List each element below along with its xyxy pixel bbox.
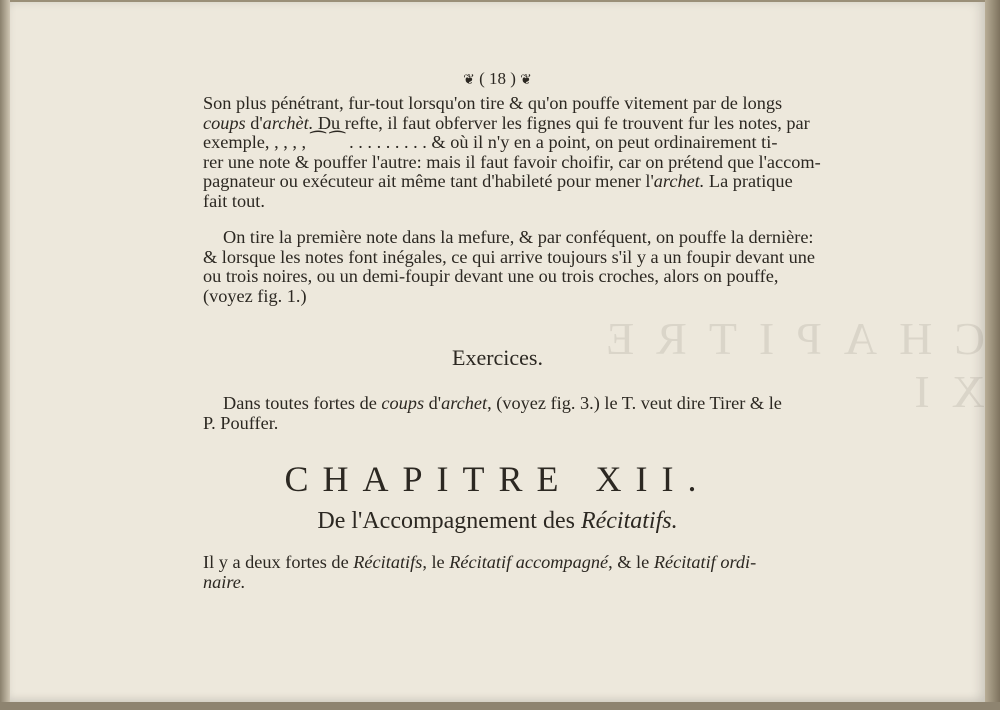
- paragraph-2: [203, 228, 953, 306]
- text-fragment: d': [424, 393, 442, 413]
- subtitle-text: De l'Accompagnement des: [317, 508, 581, 534]
- italic-word: archet.: [653, 171, 705, 192]
- text-fragment: Du refte, il faut obferver les fignes qui fe trouvent fur les notes, par: [313, 112, 810, 133]
- chapter-subtitle: [10, 508, 985, 535]
- text-fragment: , (voyez fig. 3.) le T. veut dire Tirer & le: [487, 393, 782, 413]
- show-through-text: CHAPITRE XI: [584, 313, 985, 417]
- page-number: ( 18 ): [479, 69, 516, 88]
- text-fragment: La pratique: [704, 171, 793, 192]
- text-line: rer une note & pouffer l'autre: mais il faut favoir choifir, car on prétend que l'accom-: [203, 151, 821, 172]
- text-line: [203, 394, 953, 414]
- text-line: Son plus pénétrant, fur-tout lorsqu'on tire & qu'on pouffe vitement par de longs: [203, 93, 783, 113]
- text-fragment: Il y a deux fortes de: [203, 552, 354, 572]
- subtitle-italic: Récitatifs.: [580, 508, 678, 534]
- text-line: [203, 172, 953, 192]
- paragraph-1: [203, 94, 953, 212]
- text-fragment: pagnateur ou exécuteur ait même tant d'habileté pour mener l': [203, 171, 654, 192]
- text-line: [203, 573, 953, 593]
- text-line: On tire la première note dans la mefure, & par conféquent, on pouffe la dernière:: [223, 227, 814, 247]
- ornament-left-icon: ❦: [463, 73, 475, 88]
- text-fragment: , le: [422, 552, 450, 572]
- italic-word: Récitatif ordi-: [653, 552, 757, 572]
- text-line: [203, 553, 953, 573]
- section-heading-exercices: Exercices.: [452, 345, 543, 370]
- italic-word: coups: [381, 393, 425, 413]
- paper-page: [10, 2, 985, 702]
- text-line: (voyez fig. 1.): [203, 285, 307, 306]
- italic-word: archèt.: [262, 112, 314, 133]
- italic-word: archet: [441, 393, 488, 413]
- page-header: [10, 69, 985, 89]
- italic-word: naire.: [203, 571, 246, 592]
- page-edge: [985, 0, 1000, 710]
- italic-word: Récitatif accompagné: [449, 552, 609, 572]
- page-gutter: [0, 0, 10, 710]
- page-bottom-edge: [0, 702, 1000, 710]
- chapter-title: CHAPITRE XII.: [284, 459, 711, 499]
- text-line: fait tout.: [203, 190, 265, 211]
- text-fragment: , & le: [608, 552, 654, 572]
- italic-word: Récitatifs: [353, 552, 423, 572]
- text-fragment: d': [245, 112, 263, 133]
- italic-word: coups: [203, 112, 246, 133]
- paragraph-4: [203, 553, 953, 592]
- text-fragment: Dans toutes fortes de: [223, 393, 382, 413]
- ornament-right-icon: ❦: [520, 73, 532, 88]
- text-line: exemple, , , , , ⁀ ⁀ . . . . . . . . . & où il n'y en a point, on peut ordinairement ti-: [203, 132, 778, 153]
- text-line: ou trois noires, ou un demi-foupir devant une ou trois croches, alors on pouffe,: [203, 266, 779, 287]
- paragraph-3: [203, 394, 953, 433]
- text-line: P. Pouffer.: [203, 412, 279, 433]
- text-line: [203, 114, 953, 134]
- text-line: & lorsque les notes font inégales, ce qui arrive toujours s'il y a un foupir devant une: [203, 246, 816, 267]
